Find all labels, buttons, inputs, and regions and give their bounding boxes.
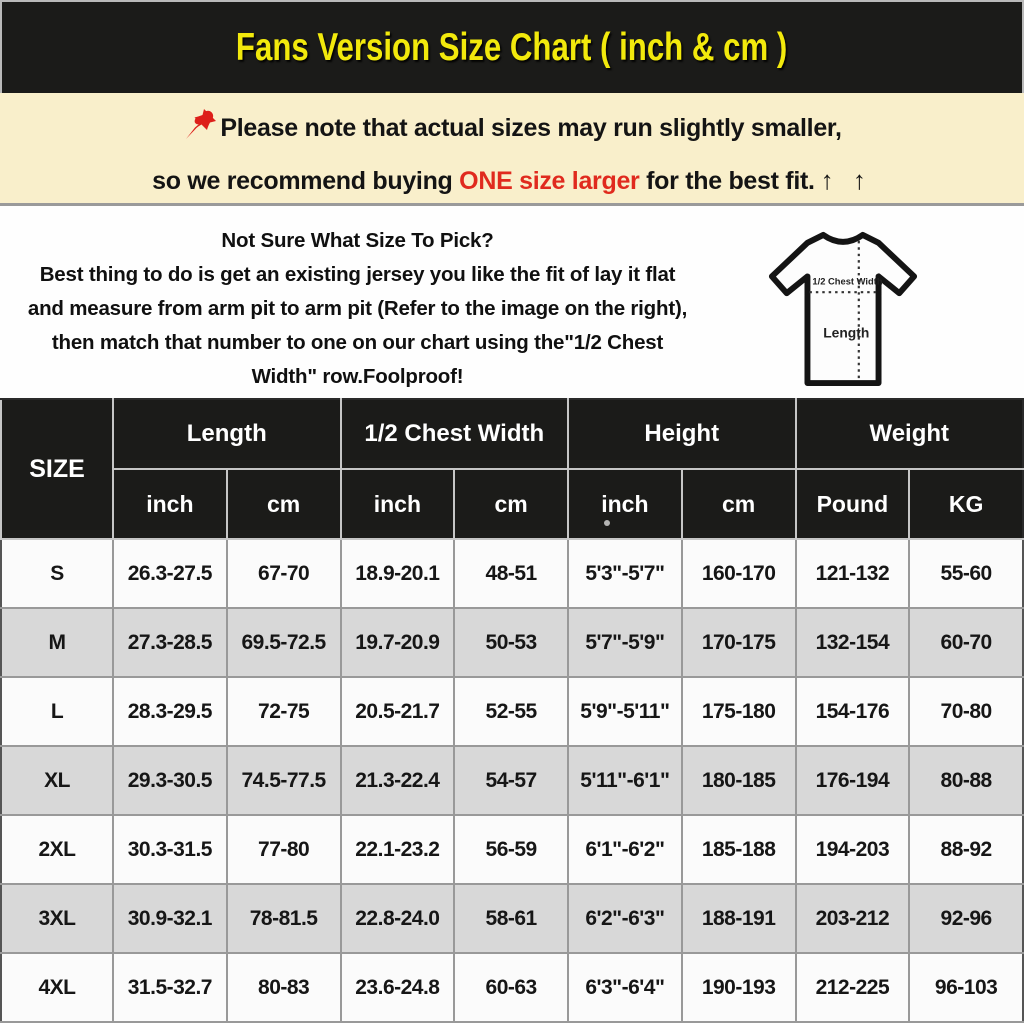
value-cell: 212-225: [796, 953, 910, 1022]
notice-banner: [0, 93, 1024, 203]
value-cell: 78-81.5: [227, 884, 341, 953]
value-cell: 21.3-22.4: [341, 746, 455, 815]
value-cell: 5'3"-5'7": [568, 539, 682, 608]
value-cell: 26.3-27.5: [113, 539, 227, 608]
size-cell: 4XL: [1, 953, 113, 1022]
value-cell: 5'11"-6'1": [568, 746, 682, 815]
value-cell: 67-70: [227, 539, 341, 608]
size-cell: XL: [1, 746, 113, 815]
unit-header: Pound: [796, 469, 910, 539]
value-cell: 60-63: [454, 953, 568, 1022]
unit-header: cm: [454, 469, 568, 539]
instructions-text: [0, 206, 715, 394]
tshirt-diagram: [764, 219, 922, 402]
value-cell: 190-193: [682, 953, 796, 1022]
notice-text-2-prefix: so we recommend buying: [152, 167, 460, 195]
table-row-m: [1, 608, 1023, 677]
table-row-3xl: [1, 884, 1023, 953]
size-cell: 3XL: [1, 884, 113, 953]
value-cell: 69.5-72.5: [227, 608, 341, 677]
table-row-s: [1, 539, 1023, 608]
value-cell: 70-80: [909, 677, 1023, 746]
value-cell: 6'3"-6'4": [568, 953, 682, 1022]
instructions-line-1: Best thing to do is get an existing jersey you like the fit of lay it flat: [39, 263, 676, 286]
unit-header: inch: [568, 469, 682, 539]
value-cell: 58-61: [454, 884, 568, 953]
table-row-l: [1, 677, 1023, 746]
value-cell: 5'7"-5'9": [568, 608, 682, 677]
pushpin-icon: [182, 107, 218, 158]
value-cell: 23.6-24.8: [341, 953, 455, 1022]
value-cell: 160-170: [682, 539, 796, 608]
notice-line-1: [0, 106, 1024, 158]
size-chart-table: [0, 398, 1024, 1023]
unit-header: inch: [341, 469, 455, 539]
value-cell: 28.3-29.5: [113, 677, 227, 746]
value-cell: 54-57: [454, 746, 568, 815]
value-cell: 50-53: [454, 608, 568, 677]
value-cell: 6'2"-6'3": [568, 884, 682, 953]
value-cell: 18.9-20.1: [341, 539, 455, 608]
title-bar: [0, 0, 1024, 93]
value-cell: 72-75: [227, 677, 341, 746]
value-cell: 52-55: [454, 677, 568, 746]
value-cell: 5'9"-5'11": [568, 677, 682, 746]
value-cell: 22.8-24.0: [341, 884, 455, 953]
table-row-2xl: [1, 815, 1023, 884]
value-cell: 175-180: [682, 677, 796, 746]
value-cell: 27.3-28.5: [113, 608, 227, 677]
value-cell: 188-191: [682, 884, 796, 953]
value-cell: 60-70: [909, 608, 1023, 677]
value-cell: 80-88: [909, 746, 1023, 815]
value-cell: 180-185: [682, 746, 796, 815]
unit-header: KG: [909, 469, 1023, 539]
value-cell: 19.7-20.9: [341, 608, 455, 677]
instructions-line-2: and measure from arm pit to arm pit (Refer to the image on the right),: [27, 297, 688, 320]
value-cell: 88-92: [909, 815, 1023, 884]
table-row-4xl: [1, 953, 1023, 1022]
value-cell: 132-154: [796, 608, 910, 677]
value-cell: 170-175: [682, 608, 796, 677]
value-cell: 22.1-23.2: [341, 815, 455, 884]
chest-width-label: 1/2 Chest Width: [812, 276, 883, 287]
instructions-line-3: then match that number to one on our chart using the"1/2 Chest: [51, 331, 664, 354]
value-cell: 31.5-32.7: [113, 953, 227, 1022]
page-title: Fans Version Size Chart ( inch & cm ): [236, 25, 788, 69]
notice-line-2: [0, 158, 1024, 204]
up-arrows-icon: ↑ ↑: [820, 165, 872, 195]
unit-header: cm: [682, 469, 796, 539]
value-cell: 55-60: [909, 539, 1023, 608]
unit-header-row: [1, 469, 1023, 539]
value-cell: 194-203: [796, 815, 910, 884]
value-cell: 77-80: [227, 815, 341, 884]
tshirt-outline: [772, 235, 914, 383]
value-cell: 121-132: [796, 539, 910, 608]
unit-header: cm: [227, 469, 341, 539]
value-cell: 74.5-77.5: [227, 746, 341, 815]
size-column-header: SIZE: [1, 399, 113, 539]
table-row-xl: [1, 746, 1023, 815]
value-cell: 185-188: [682, 815, 796, 884]
value-cell: 48-51: [454, 539, 568, 608]
value-cell: 56-59: [454, 815, 568, 884]
group-header-row: [1, 399, 1023, 469]
size-cell: 2XL: [1, 815, 113, 884]
instructions-panel: [0, 203, 1024, 398]
size-cell: M: [1, 608, 113, 677]
value-cell: 6'1"-6'2": [568, 815, 682, 884]
value-cell: 20.5-21.7: [341, 677, 455, 746]
group-header-height: Height: [568, 399, 796, 469]
value-cell: 176-194: [796, 746, 910, 815]
notice-text-2-suffix: for the best fit.: [639, 167, 815, 195]
size-cell: S: [1, 539, 113, 608]
value-cell: 30.9-32.1: [113, 884, 227, 953]
instructions-line-4: Width" row.Foolproof!: [251, 365, 464, 388]
value-cell: 92-96: [909, 884, 1023, 953]
value-cell: 30.3-31.5: [113, 815, 227, 884]
notice-highlight: ONE size larger: [459, 167, 640, 195]
unit-header: inch: [113, 469, 227, 539]
length-label: Length: [823, 324, 870, 341]
value-cell: 154-176: [796, 677, 910, 746]
table-header: [1, 399, 1023, 539]
group-header-length: Length: [113, 399, 341, 469]
value-cell: 29.3-30.5: [113, 746, 227, 815]
value-cell: 80-83: [227, 953, 341, 1022]
value-cell: 96-103: [909, 953, 1023, 1022]
value-cell: 203-212: [796, 884, 910, 953]
group-header-chest-width: 1/2 Chest Width: [341, 399, 569, 469]
size-cell: L: [1, 677, 113, 746]
instructions-heading: Not Sure What Size To Pick?: [221, 229, 494, 252]
notice-text-1: Please note that actual sizes may run slightly smaller,: [220, 114, 842, 142]
small-dot-artifact: [604, 520, 610, 526]
group-header-weight: Weight: [796, 399, 1024, 469]
